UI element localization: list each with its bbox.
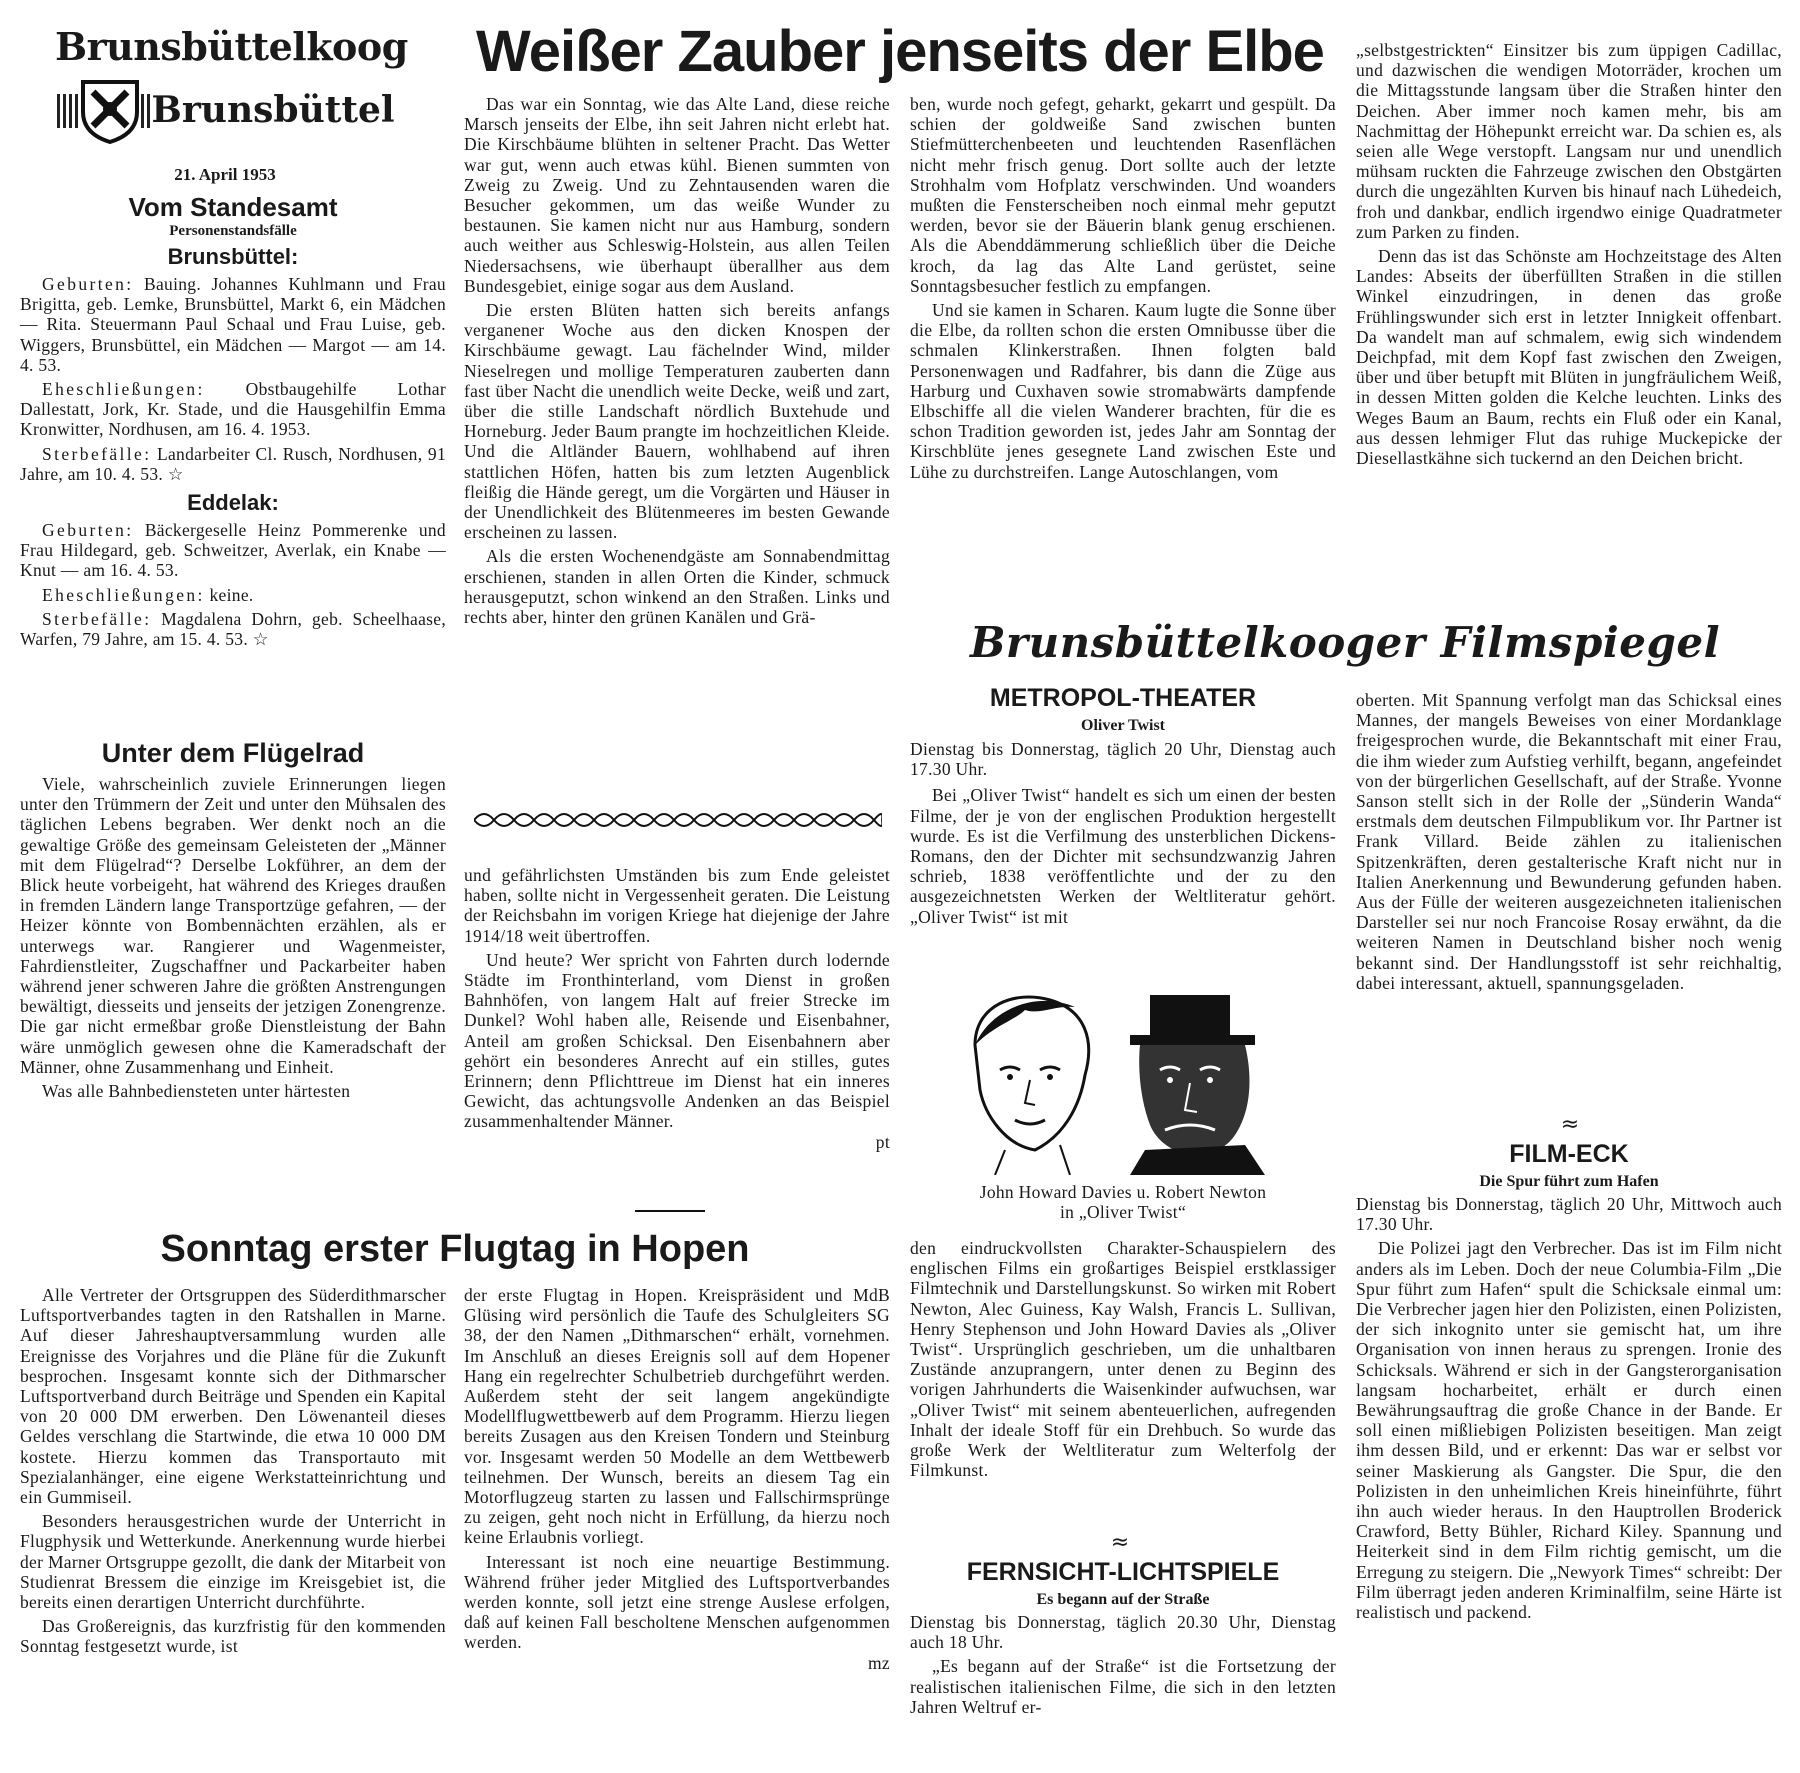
fernsicht-p1: „Es begann auf der Straße“ ist die Fortsetzung der realistischen italienischen Filme, die sich in den letzten Jahren Weltruf er-	[910, 1656, 1336, 1717]
fernsicht-times: Dienstag bis Donnerstag, täglich 20.30 Uhr, Dienstag auch 18 Uhr.	[910, 1612, 1336, 1653]
flugtag-col2	[464, 1285, 890, 1673]
fernsicht-p2: oberten. Mit Spannung verfolgt man das Schicksal eines Mannes, der mangels Beweises von einer Mordanklage freigesprochen wurde, die Bekanntschaft mit einer Frau, die ihm wieder zum Aufstieg verhilft, begann, angefeindet von der bürgerlichen Gesellschaft, auf der Straße. Yvonne Sanson stellt sich in der Rolle der „Sünderin Wanda“ erstmals dem deutschen Filmpublikum vor. Ihr Partner ist Frank Villard. Beide zählen zu italienischen Spitzenkräften, deren gestalterische Kraft nicht nur in Italien Anerkennung und Bewunderung gefunden haben. Aus der Fülle der weiteren ausgezeichneten italienischen Darsteller sei nur noch Francoise Rosay erwähnt, da die weiteren Namen in Deutschland bisher noch wenig bekannt sind. Der Handlungsstoff ist sehr reichhaltig, dabei interessant, aktuell, spannungsgeladen.	[1356, 690, 1782, 993]
eheschliessungen-text-2: keine.	[209, 584, 254, 605]
fluegelrad-p4: Und heute? Wer spricht von Fahrten durch lodernde Städte im Fronthinterland, vom Dienst in großen Bahnhöfen, von langem Halt auf freier Strecke im Dunkel? Wohl haben alle, Reisende und Eisenbahner, Anteil am großen Schicksal. Den Eisenbahnern aber gehört ein besonderes Anrecht auf ein stilles, gutes Erinnern; denn Pflichttreue im Dienst hat ein inneres Gewicht, das achtungsvolle Andenken an das Beispiel zusammenhaltender Männer.	[464, 949, 890, 1132]
fluegelrad-col2	[464, 865, 890, 1152]
town-heading-eddelak: Eddelak:	[187, 490, 279, 516]
sterbefaelle-text-2: Magdalena Dohrn, geb. Scheelhaase, Warfen, 79 Jahre, am 15. 4. 53.	[20, 608, 446, 650]
metropol-p1: Bei „Oliver Twist“ handelt es sich um einen der besten Filme, der je von der englischen Produktion hergestellt wurde. Es ist die Verfilmung des unsterblichen Dickens-Romans, den der Dichter mit sechsundzwanzig Jahren schrieb, 1838 veröffentlichte und der zu den ausgezeichnetsten Werken der Weltliteratur gehört. „Oliver Twist“ ist mit	[910, 785, 1336, 927]
standesamt-brunsbuettel-body	[20, 274, 446, 484]
standesamt-section	[20, 192, 446, 649]
masthead-town-1: Brunsbüttelkoog	[55, 24, 408, 69]
metropol-section	[910, 684, 1336, 927]
geburten-label: Geburten:	[42, 274, 134, 294]
flugtag-c1p2: Besonders herausgestrichen wurde der Unterricht in Flugphysik und Wetterkunde. Anerkennung wurde hierbei der Marner Ortsgruppe gezollt, die dank der Mitarbeit von Studienrat Bressem die einzige im Kreisgebiet ist, die bereits einen derartigen Unterricht durchführte.	[20, 1511, 446, 1613]
filmeck-film-title: Die Spur führt zum Hafen	[1479, 1173, 1659, 1190]
fernsicht-theater-title: FERNSICHT-LICHTSPIELE	[966, 1558, 1280, 1586]
star-icon-2: ☆	[252, 629, 269, 650]
caption-line-1: John Howard Davies u. Robert Newton	[979, 1182, 1267, 1202]
zauber-col2	[910, 94, 1336, 482]
geburten-text: Bauing. Johannes Kuhlmann und Frau Brigitta, geb. Lemke, Brunsbüttel, Markt 6, ein Mädchen — Rita. Steuermann Paul Schaal und Frau Luise, geb. Wiggers, Brunsbüttel, ein Mädchen — Margot — am 14. 4. 53.	[20, 274, 446, 375]
fernsicht-review	[910, 1656, 1336, 1717]
issue-date: 21. April 1953	[174, 165, 276, 184]
flugtag-c2p1: der erste Flugtag in Hopen. Kreispräsident und MdB Glüsing wird persönlich die Taufe des Schulgleiters SG 38, der den Namen „Dithmarschen“ erhält, vornehmen. Im Anschluß an dieses Ereignis soll auf dem Hopener Hang ein regelrechter Schulbetrieb durchgeführt werden. Außerdem steht der seit langem angekündigte Modellflugwettbewerb auf dem Programm. Hierzu liegen bereits Zusagen aus den Kreisen Tondern und Steinburg vor. Insgesamt werden 50 Modelle an dem Wettbewerb teilnehmen. Der Wunsch, bereits an diesem Tag ein Motorflugzeug starten zu lassen und Fallschirmsprünge zu zeigen, geht noch nicht in Erfüllung, da hierzu noch keine Erlaubnis vorliegt.	[464, 1285, 890, 1548]
metropol-review-2	[910, 1238, 1336, 1480]
zauber-c3p1: „selbstgestrickten“ Einsitzer bis zum üppigen Cadillac, und dazwischen die wendigen Motorräder, krochen um die Mittagsstunde langsam über die Straßen hinter den Deichen. Aber immer noch kamen mehr, bis am Nachmittag der Höhepunkt erreicht war. Da schien es, als seien alle Wege verstopft. Langsam nur und unendlich mühsam ruckten die Fahrzeuge zwischen den Obstgärten durch die ungezählten Kurven bis hinauf nach Lühedeich, froh und dankbar, endlich irgendwo einige Quadratmeter zum Parken zu finden.	[1356, 40, 1782, 242]
flugtag-col1	[20, 1285, 446, 1657]
metropol-p2: den eindruckvollsten Charakter-Schauspielern des englischen Films ein großartiges Beispiel erstklassiger Filmtechnik und Darstellungskunst. So wirken mit Robert Newton, Alec Guiness, Kay Walsh, Francis L. Sullivan, Henry Stephenson und John Howard Davies als „Oliver Twist“. Ursprünglich geschrieben, um die unhaltbaren Zustände anzuprangern, unter denen zu Beginn des vorigen Jahrhunderts die Waisenkinder aufwuchsen, war „Oliver Twist“ mit seinem abenteuerlichen, aufregenden Inhalt der ideale Stoff für ein Drehbuch. So wurde das große Werk der Weltliteratur zum Welterfolg der Filmkunst.	[910, 1238, 1336, 1481]
standesamt-subtitle: Personenstandsfälle	[169, 223, 297, 239]
town-heading-brunsbuettel: Brunsbüttel:	[167, 244, 299, 269]
eheschliessungen-text: Obstbaugehilfe Lothar Dallestatt, Jork, Kr. Stade, und die Hausgehilfin Emma Kronwitter, Nordhusen, am 16. 4. 1953.	[20, 379, 446, 440]
filmeck-title: FILM-ECK	[1509, 1140, 1629, 1168]
zauber-c2p1: ben, wurde noch gefegt, geharkt, gekarrt und gespült. Da schien der goldweiße Sand zwischen bunten Stiefmütterchenbeeten und leuchtenden Rasenflächen nicht mehr frisch genug. Dort sollte auch der letzte Strohhalm vom Hofplatz verschwinden. Und woanders mußten die Fensterscheiben noch einmal mehr geputzt werden, bevor sie der Bäuerin blank genug erschienen. Als die Abenddämmerung schließlich über die Deiche kroch, da lag das Alte Land gerüstet, seine Sonntagsbesucher festlich zu empfangen.	[910, 94, 1336, 296]
eheschliessungen-label: Eheschließungen:	[42, 379, 205, 400]
filmeck-section	[1356, 1140, 1782, 1622]
flugtag-c1p1: Alle Vertreter der Ortsgruppen des Süderdithmarscher Luftsportverbandes tagten in den Ratshallen in Marne. Auf dieser Jahreshauptversammlung wurden alle Ereignisse des Vorjahres und die Pläne für die Zukunft besprochen. Insgesamt konnte sich der Dithmarscher Luftsportverband durch Beiträge und Spenden ein Kapital von 20 000 DM erwerben. Den Löwenanteil dieses Geldes verschlang die Startwinde, die etwa 10 000 DM kostete. Hierzu kommen das Transportauto mit Spezialanhänger, eine eigene Werkstatteinrichtung und ein Gummiseil.	[20, 1285, 446, 1508]
flugtag-c1p3: Das Großereignis, das kurzfristig für den kommenden Sonntag festgesetzt wurde, ist	[20, 1616, 446, 1657]
sterbefaelle-label-2: Sterbefälle:	[42, 608, 152, 629]
eheschliessungen-label-2: Eheschließungen:	[42, 584, 205, 605]
filmeck-p1: Die Polizei jagt den Verbrecher. Das ist im Film nicht anders als im Leben. Doch der neue Columbia-Film „Die Spur führt zum Hafen“ spult die Schicksale einmal um: Die Verbrecher jagen hier den Polizisten, einen Polizisten, der sich inkognito unter sie gemischt hat, um ihre Organisation von innen heraus zu sprengen. Ironie des Schicksals. Während er sich in der Gangsterorganisation langsam hocharbeitet, erhält er durch einen Bewährungsauftrag die große Chance in der Bande. Er soll einen mißliebigen Polizisten beseitigen. Man zeigt ihm dessen Bild, und er erkennt: Das war er selbst vor seiner Maskierung als Gangster. Die Spur, die den Polizisten in den unheimlichen Kreis hineinführte, führt ihn auch wieder heraus. In den Hauptrollen Broderick Crawford, Betty Bühler, Richard Kiley. Spannung und Heiterkeit sind in dem Film richtig gemischt, um die Erregung zu steigern. Die „Newyork Times“ schreibt: Der Film überragt jeden anderen Kriminalfilm, seine Härte ist realistisch und packend.	[1356, 1238, 1782, 1623]
fluegelrad-p1: Viele, wahrscheinlich zuviele Erinnerungen liegen unter den Trümmern der Zeit und unter den Mühsalen des täglichen Lebens begraben. Wer denkt noch an die gewaltige Größe des gemeinsam Geleisteten der „Männer mit dem Flügelrad“? Derselbe Lokführer, an dem der Blick heute vorbeigeht, hat während des Krieges draußen in fremden Ländern lange Transportzüge gefahren, — der Heizer könnte von Bombennächten erzählen, als er unterwegs war. Rangierer und Wagenmeister, Fahrdienstleiter, Zugschaffner und Packarbeiter haben während jener schweren Jahre die größten Anstrengungen bewältigt, diesseits und jenseits der jetzigen Zonengrenze. Die gar nicht ermeßbar große Dienstleistung der Bahn wäre unmöglich gewesen ohne die Kameradschaft der Männer, ohne Zusammenhang und Einheit.	[20, 774, 446, 1077]
fluegelrad-author: pt	[875, 1131, 890, 1152]
metropol-film-title: Oliver Twist	[1081, 717, 1165, 734]
sterbefaelle-label: Sterbefälle:	[42, 443, 152, 464]
zauber-c1p3: Als die ersten Wochenendgäste am Sonnabendmittag erschienen, standen in allen Orten die Kinder, schmuck herausgeputzt, schon winkend an den Straßen. Links und rechts aber, hinter den grünen Kanälen und Grä-	[464, 546, 890, 628]
flugtag-title: Sonntag erster Flugtag in Hopen	[160, 1228, 750, 1270]
star-icon: ☆	[167, 463, 184, 484]
zauber-c2p2: Und sie kamen in Scharen. Kaum lugte die Sonne über die Elbe, da rollten schon die ersten Omnibusse über die schmalen Klinkerstraßen. Ihnen folgten bald Personenwagen und Radfahrer, bis dann die Züge aus Harburg und Cuxhaven sowie stromabwärts dampfende Elbschiffe all die vielen Wanderer brachten, für die es schon Tradition geworden ist, jedes Jahr am Sonntag der Kirschblüte jenes gesegnete Land zwischen Este und Lühe zu durchstreifen. Lange Autoschlangen, vom	[910, 300, 1336, 482]
ornament-divider	[474, 810, 882, 830]
metropol-theater-title: METROPOL-THEATER	[989, 684, 1257, 712]
geburten-label-2: Geburten:	[42, 520, 134, 541]
zauber-col1	[464, 94, 890, 627]
fernsicht-review-cont	[1356, 690, 1782, 993]
portrait-sketch-icon	[945, 985, 1315, 1175]
metropol-times: Dienstag bis Donnerstag, täglich 20 Uhr, Dienstag auch 17.30 Uhr.	[910, 739, 1336, 780]
masthead	[55, 22, 408, 142]
illustration-caption	[910, 1182, 1336, 1222]
metropol-review-1	[910, 785, 1336, 926]
fluegelrad-p3: und gefährlichsten Umständen bis zum Ende geleistet haben, sollte nicht in Vergessenheit geraten. Die Leistung der Reichsbahn im vorigen Kriege hat diejenige der Jahre 1914/18 weit übertroffen.	[464, 865, 890, 946]
zauber-title: Weißer Zauber jenseits der Elbe	[476, 19, 1324, 84]
fluegelrad-col1	[20, 774, 446, 1101]
masthead-town-2: Brunsbüttel	[151, 89, 395, 131]
zauber-c1p2: Die ersten Blüten hatten sich bereits anfangs verganener Woche aus den dicken Knospen der Kirschbäume gewagt. Lau fächelnder Wind, milder Nieselregen und mollige Temperaturen zauberten dann fast über Nacht die unendlich weite Decke, weiß und zart, über die stille Landschaft nördlich Buxtehude und Horneburg. Jeder Baum prangte im hochzeitlichen Kleide. Und die Altländer Bauern, wohlhabend auf ihren stattlichen Höfen, hatten bis zum letzten Augenblick fleißig die Hände geregt, um die Vorgärten und Häuser in der Unendlichkeit des Blütenmeeres im besten Gewande erscheinen zu lassen.	[464, 300, 890, 543]
fluegelrad-p2: Was alle Bahnbediensteten unter härtesten	[42, 1081, 351, 1102]
fernsicht-section	[910, 1558, 1336, 1717]
separator-1: ≈	[1110, 1530, 1130, 1555]
zauber-col3	[1356, 40, 1782, 468]
flugtag-author: mz	[868, 1652, 890, 1673]
filmeck-times: Dienstag bis Donnerstag, täglich 20 Uhr, Mittwoch auch 17.30 Uhr.	[1356, 1194, 1782, 1235]
fluegelrad-title: Unter dem Flügelrad	[101, 738, 365, 768]
fluegelrad-end-rule	[635, 1210, 705, 1212]
caption-line-2: in „Oliver Twist“	[1059, 1202, 1187, 1223]
standesamt-title: Vom Standesamt	[128, 192, 338, 222]
oliver-twist-illustration	[945, 985, 1315, 1175]
coat-of-arms-icon	[79, 78, 141, 144]
fernsicht-film-title: Es begann auf der Straße	[1036, 1591, 1210, 1608]
flugtag-c2p2: Interessant ist noch eine neuartige Bestimmung. Während früher jeder Mitglied des Luftsportverbandes werden konnte, soll jetzt eine strenge Auslese erfolgen, daß auf keinen Fall bescholtene Menschen aufgenommen werden.	[464, 1551, 890, 1653]
sterbefaelle-text: Landarbeiter Cl. Rusch, Nordhusen, 91 Jahre, am 10. 4. 53.	[20, 443, 446, 484]
zauber-c3p2: Denn das ist das Schönste am Hochzeitstage des Alten Landes: Abseits der überfüllten Straßen in die stillen Winkel einzudringen, in denen das große Frühlingswunder sich erst in letzter Innigkeit offenbart. Da wandelt man auf schmalem, ewig sich windendem Deichpfad, mit dem Kopf fast zwischen den Zweigen, über und über betupft mit Blüten in jungfräulichem Weiß, in dessen Mitten golden die Kelche leuchten. Links des Weges Baum an Baum, rechts ein Fluß oder ein Kanal, aus dessen lehmiger Flut das ruhige Muckepicke der Diesellastkähne sich tuckernd an den Deichen bricht.	[1356, 246, 1782, 469]
standesamt-eddelak-body	[20, 520, 446, 649]
filmeck-review	[1356, 1238, 1782, 1622]
filmspiegel-banner: Brunsbüttelkooger Filmspiegel	[969, 618, 1721, 667]
geburten-text-2: Bäckergeselle Heinz Pommerenke und Frau Hildegard, geb. Schweitzer, Averlak, ein Knabe — Knut — am 16. 4. 53.	[20, 520, 446, 581]
separator-2: ≈	[1560, 1112, 1580, 1137]
zauber-c1p1: Das war ein Sonntag, wie das Alte Land, diese reiche Marsch jenseits der Elbe, ihn seit Jahren nicht erlebt hat. Die Kirschbäume blühten in seltener Pracht. Das Wetter war gut, wenn auch etwas kühl. Bienen summten von Zweig zu Zweig. Und zu Zehntausenden waren die Besucher gekommen, um das weiße Wunder zu bestaunen. Sie kamen nicht nur aus Hamburg, sondern auch weither aus Schleswig-Holstein, aus allen Teilen Niedersachsens, wie überhaupt überallher aus dem Bundesgebiet, einige sogar aus dem Ausland.	[464, 94, 890, 296]
